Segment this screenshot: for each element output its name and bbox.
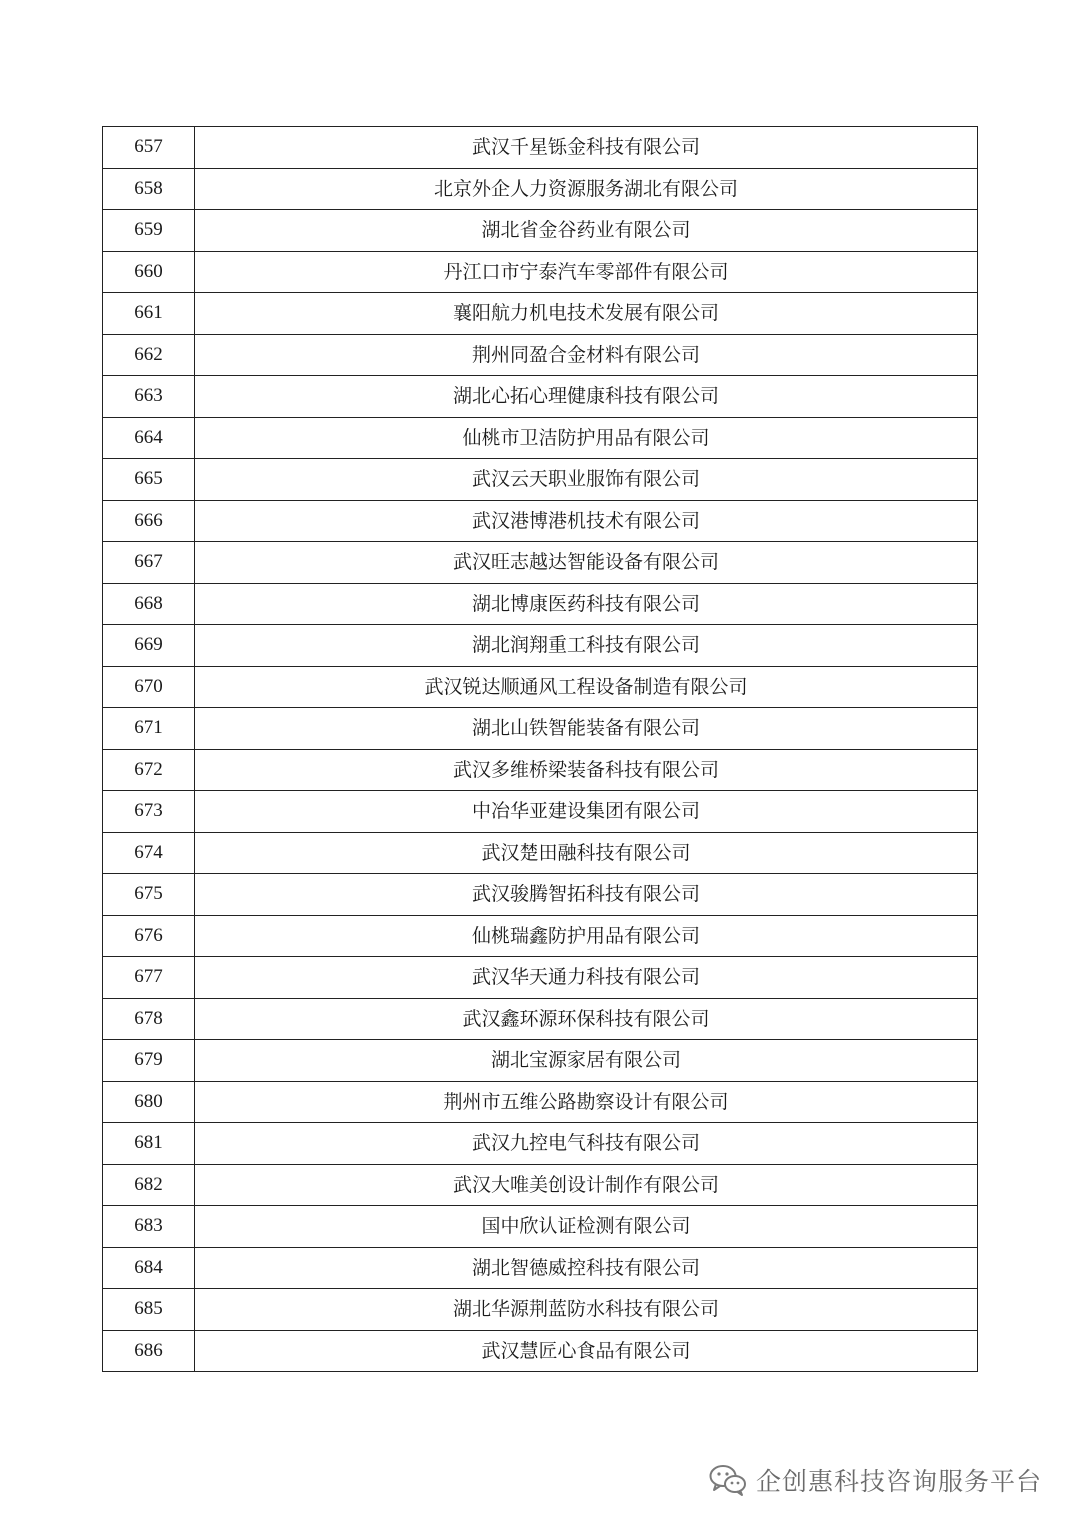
row-number: 673 [103, 791, 195, 833]
row-number: 668 [103, 583, 195, 625]
company-name: 湖北润翔重工科技有限公司 [195, 625, 978, 667]
row-number: 658 [103, 168, 195, 210]
company-name: 湖北山铁智能装备有限公司 [195, 708, 978, 750]
company-name: 武汉多维桥梁装备科技有限公司 [195, 749, 978, 791]
table-row [103, 168, 978, 210]
row-number: 666 [103, 500, 195, 542]
row-number: 657 [103, 127, 195, 169]
row-number: 686 [103, 1330, 195, 1372]
table-row [103, 417, 978, 459]
row-number: 667 [103, 542, 195, 584]
row-number: 674 [103, 832, 195, 874]
company-name: 国中欣认证检测有限公司 [195, 1206, 978, 1248]
wechat-icon [708, 1463, 748, 1497]
row-number: 662 [103, 334, 195, 376]
table-row [103, 210, 978, 252]
company-name: 武汉鑫环源环保科技有限公司 [195, 998, 978, 1040]
table-row [103, 1247, 978, 1289]
row-number: 665 [103, 459, 195, 501]
company-name: 湖北博康医药科技有限公司 [195, 583, 978, 625]
company-name: 湖北省金谷药业有限公司 [195, 210, 978, 252]
company-name: 武汉慧匠心食品有限公司 [195, 1330, 978, 1372]
row-number: 679 [103, 1040, 195, 1082]
row-number: 672 [103, 749, 195, 791]
company-name: 丹江口市宁泰汽车零部件有限公司 [195, 251, 978, 293]
company-name: 中冶华亚建设集团有限公司 [195, 791, 978, 833]
row-number: 660 [103, 251, 195, 293]
company-name: 荆州市五维公路勘察设计有限公司 [195, 1081, 978, 1123]
company-name: 湖北智德威控科技有限公司 [195, 1247, 978, 1289]
watermark [708, 1460, 1042, 1500]
table-row [103, 998, 978, 1040]
table-row [103, 376, 978, 418]
row-number: 677 [103, 957, 195, 999]
row-number: 671 [103, 708, 195, 750]
row-number: 664 [103, 417, 195, 459]
table-row [103, 1040, 978, 1082]
row-number: 661 [103, 293, 195, 335]
company-name: 仙桃市卫洁防护用品有限公司 [195, 417, 978, 459]
row-number: 670 [103, 666, 195, 708]
watermark-text: 企创惠科技咨询服务平台 [755, 1467, 1042, 1496]
company-name: 武汉骏腾智拓科技有限公司 [195, 874, 978, 916]
row-number: 685 [103, 1289, 195, 1331]
row-number: 682 [103, 1164, 195, 1206]
table-row [103, 334, 978, 376]
company-list-table [102, 126, 978, 1372]
table-row [103, 832, 978, 874]
company-name: 武汉九控电气科技有限公司 [195, 1123, 978, 1165]
table-row [103, 1206, 978, 1248]
company-name: 湖北心拓心理健康科技有限公司 [195, 376, 978, 418]
company-name: 武汉千星铄金科技有限公司 [195, 127, 978, 169]
row-number: 678 [103, 998, 195, 1040]
table-row [103, 251, 978, 293]
table-row [103, 500, 978, 542]
table-row [103, 542, 978, 584]
company-name: 武汉华天通力科技有限公司 [195, 957, 978, 999]
table-row [103, 1123, 978, 1165]
company-name: 荆州同盈合金材料有限公司 [195, 334, 978, 376]
company-name: 襄阳航力机电技术发展有限公司 [195, 293, 978, 335]
row-number: 681 [103, 1123, 195, 1165]
row-number: 669 [103, 625, 195, 667]
row-number: 675 [103, 874, 195, 916]
row-number: 684 [103, 1247, 195, 1289]
row-number: 663 [103, 376, 195, 418]
company-name: 武汉旺志越达智能设备有限公司 [195, 542, 978, 584]
table-row [103, 957, 978, 999]
table-row [103, 749, 978, 791]
table-row [103, 1289, 978, 1331]
company-list-body [103, 127, 978, 1372]
company-name: 武汉港博港机技术有限公司 [195, 500, 978, 542]
company-name: 湖北华源荆蓝防水科技有限公司 [195, 1289, 978, 1331]
table-row [103, 874, 978, 916]
company-name: 仙桃瑞鑫防护用品有限公司 [195, 915, 978, 957]
table-row [103, 127, 978, 169]
company-name: 武汉云天职业服饰有限公司 [195, 459, 978, 501]
row-number: 659 [103, 210, 195, 252]
row-number: 676 [103, 915, 195, 957]
table-row [103, 708, 978, 750]
table-row [103, 583, 978, 625]
company-name: 北京外企人力资源服务湖北有限公司 [195, 168, 978, 210]
table-row [103, 625, 978, 667]
company-name: 武汉锐达顺通风工程设备制造有限公司 [195, 666, 978, 708]
company-name: 武汉楚田融科技有限公司 [195, 832, 978, 874]
table-row [103, 293, 978, 335]
table-row [103, 1081, 978, 1123]
table-row [103, 1330, 978, 1372]
table-row [103, 915, 978, 957]
row-number: 680 [103, 1081, 195, 1123]
table-row [103, 666, 978, 708]
company-name: 湖北宝源家居有限公司 [195, 1040, 978, 1082]
company-name: 武汉大唯美创设计制作有限公司 [195, 1164, 978, 1206]
table-row [103, 459, 978, 501]
table-row [103, 1164, 978, 1206]
row-number: 683 [103, 1206, 195, 1248]
table-row [103, 791, 978, 833]
